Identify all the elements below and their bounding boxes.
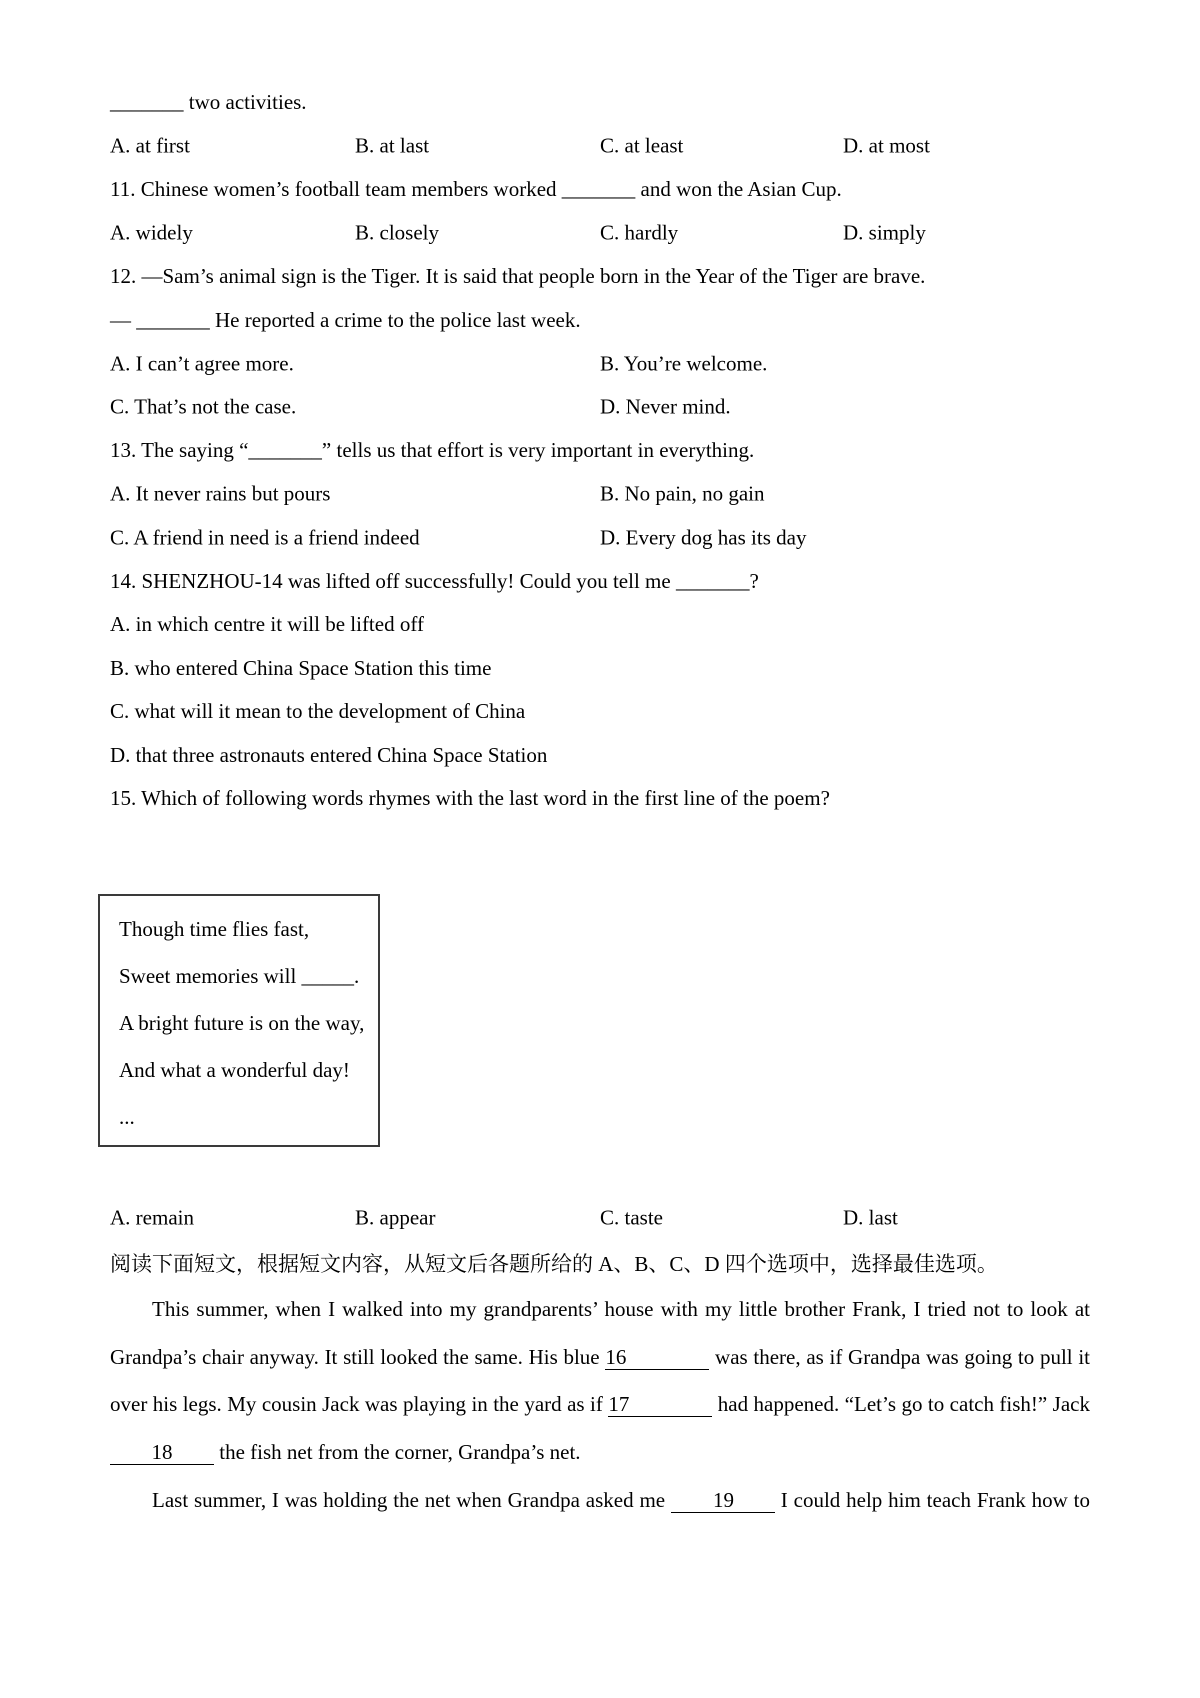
poem-line-ellipsis: ... — [119, 1104, 135, 1129]
options-row-q10 — [110, 125, 1090, 169]
options-row-q13-ab — [110, 473, 1090, 517]
passage-text: Last summer, I was holding the net when Grandpa asked me — [152, 1487, 671, 1512]
question-stem-q14: 14. SHENZHOU-14 was lifted off successfully! Could you tell me _______? — [110, 568, 759, 593]
options-row-q12-ab — [110, 342, 1090, 386]
passage-line-2 — [110, 1334, 1090, 1382]
cloze-blank-19: 19 — [671, 1488, 775, 1513]
options-row-q11 — [110, 212, 1090, 256]
passage-text: the fish net from the corner, Grandpa’s net. — [214, 1440, 581, 1465]
option-q14-a: A. in which centre it will be lifted off — [110, 612, 424, 637]
option-q10-c: C. at least — [600, 133, 684, 158]
passage-line-4 — [110, 1429, 1090, 1477]
poem-line-2: Sweet memories will _____. — [119, 963, 360, 988]
passage-line-3 — [110, 1381, 1090, 1429]
poem-line-1: Though time flies fast, — [119, 916, 310, 941]
option-q11-a: A. widely — [110, 220, 193, 245]
passage-line-5 — [110, 1477, 1090, 1525]
question-stem-q15: 15. Which of following words rhymes with the last word in the first line of the poem? — [110, 786, 830, 811]
option-q10-b: B. at last — [355, 133, 430, 158]
option-q12-a: A. I can’t agree more. — [110, 351, 294, 376]
cloze-blank-17: 17 — [608, 1392, 712, 1417]
option-q12-b: B. You’re welcome. — [600, 351, 768, 376]
option-q13-d: D. Every dog has its day — [600, 525, 807, 550]
cloze-blank-18: 18 — [110, 1440, 214, 1465]
passage-text: had happened. “Let’s go to catch fish!” Jack — [712, 1392, 1090, 1417]
question-stem-q12-line1: 12. —Sam’s animal sign is the Tiger. It is said that people born in the Year of the Tiger are brave. — [110, 264, 926, 289]
passage-line-1: This summer, when I walked into my grandparents’ house with my little brother Frank, I tried not to look at — [152, 1297, 1090, 1321]
question-stem-q10-tail: _______ two activities. — [110, 90, 307, 115]
cloze-blank-16: 16 — [605, 1345, 709, 1370]
option-q12-c: C. That’s not the case. — [110, 394, 297, 419]
option-q14-b: B. who entered China Space Station this time — [110, 655, 492, 680]
option-q11-b: B. closely — [355, 220, 439, 245]
option-q15-a: A. remain — [110, 1205, 194, 1230]
passage-text: Grandpa’s chair anyway. It still looked the same. His blue — [110, 1344, 606, 1369]
question-stem-q13: 13. The saying “_______” tells us that effort is very important in everything. — [110, 438, 755, 463]
option-q11-d: D. simply — [843, 220, 926, 245]
option-q11-c: C. hardly — [600, 220, 679, 245]
option-q12-d: D. Never mind. — [600, 394, 731, 419]
poem-line-4: And what a wonderful day! — [119, 1057, 350, 1082]
passage-text: I could help him teach Frank how to — [774, 1487, 1091, 1512]
option-q14-c: C. what will it mean to the development of China — [110, 699, 526, 724]
option-q13-b: B. No pain, no gain — [600, 481, 765, 506]
option-q14-d: D. that three astronauts entered China Space Station — [110, 742, 548, 767]
poem-line-3: A bright future is on the way, — [119, 1010, 365, 1035]
passage-text: was there, as if Grandpa was going to pull it — [709, 1344, 1090, 1369]
passage-text: over his legs. My cousin Jack was playing in the yard as if — [110, 1392, 609, 1417]
option-q15-d: D. last — [843, 1205, 898, 1230]
options-row-q15 — [110, 1197, 1090, 1241]
question-stem-q12-line2: — _______ He reported a crime to the police last week. — [110, 307, 581, 332]
options-row-q12-cd — [110, 386, 1090, 430]
option-q10-a: A. at first — [110, 133, 190, 158]
option-q15-c: C. taste — [600, 1205, 663, 1230]
poem-box — [98, 894, 380, 1147]
options-row-q13-cd — [110, 516, 1090, 560]
cloze-instruction: 阅读下面短文，根据短文内容，从短文后各题所给的 A、B、C、D 四个选项中，选择最佳选项。 — [110, 1252, 998, 1276]
option-q13-a: A. It never rains but pours — [110, 481, 331, 506]
question-stem-q11: 11. Chinese women’s football team members worked _______ and won the Asian Cup. — [110, 177, 842, 202]
option-q10-d: D. at most — [843, 133, 930, 158]
option-q13-c: C. A friend in need is a friend indeed — [110, 525, 420, 550]
option-q15-b: B. appear — [355, 1205, 436, 1230]
